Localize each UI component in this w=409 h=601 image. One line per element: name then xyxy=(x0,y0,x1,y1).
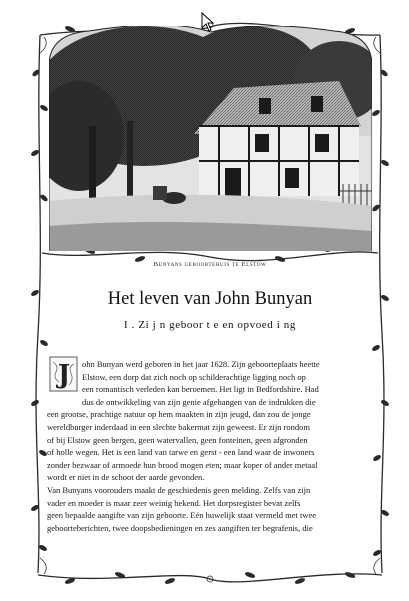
figure-caption: Bunyans geboortehuis te Elstow xyxy=(153,261,267,268)
mouse-pointer-icon xyxy=(201,12,215,32)
text-line: geboorteberichten, twee doopsbedieningen en zes aangiften ter begrafenis, die xyxy=(47,522,313,533)
text-line: een grootse, prachtige natuur op hem maakten in zijn jeugd, dan zou de jonge xyxy=(47,409,311,420)
text-line: wereldburger inderdaad in een slechte bakermat zijn geweest. Er zijn rondom xyxy=(47,422,311,432)
book-page xyxy=(30,13,390,592)
birthplace-engraving xyxy=(49,26,372,251)
text-line: ohn Bunyan werd geboren in het jaar 1628. Zijn geboorteplaats heette xyxy=(82,359,320,369)
text-line: wordt er niet in de schoot der aarde gevonden. xyxy=(47,472,205,483)
text-line: dus de ontwikkeling van zijn genie afgehangen van de indrukken die xyxy=(82,396,316,407)
text-line: of bij Elstow geen bergen, geen watervallen, geen fonteinen, geen afgronden xyxy=(47,434,308,445)
dropcap-letter: J xyxy=(57,360,71,390)
text-line: een romantisch verleden kan beroemen. Het ligt in Bedfordshire. Had xyxy=(82,384,319,395)
page-title: Het leven van John Bunyan xyxy=(107,289,313,309)
text-line: Elstow, een dorp dat zich noch op schilderachtige ligging noch op xyxy=(82,371,306,382)
text-line: of holle wegen. Het is een land van tarwe en gerst - een land waar de inwoners xyxy=(47,447,315,458)
dropcap-initial xyxy=(49,356,78,392)
text-line: Van Bunyans voorouders maakt de geschiedenis geen melding. Zelfs van zijn xyxy=(47,485,311,495)
chapter-subtitle: I . Zi j n geboor t e en opvoed i ng xyxy=(124,319,296,331)
text-line: geen bepaalde aangifte van zijn geboorte. Eén huwelijk staat vermeld met twee xyxy=(47,510,317,521)
text-line: vader en moeder is maar zeer weinig bekend. Het dorpsregister bevat zelfs xyxy=(47,497,301,508)
text-line: zonder bezwaar of armoede hun brood mogen eten; maar koper of ander metaal xyxy=(47,459,318,470)
